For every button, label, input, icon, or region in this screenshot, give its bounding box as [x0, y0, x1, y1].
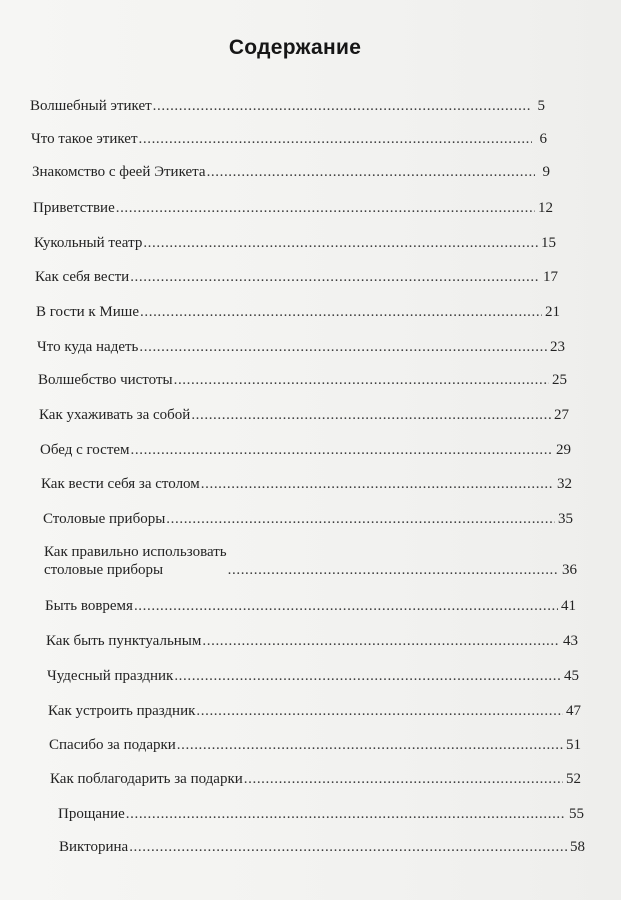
dot-leader [177, 736, 563, 754]
toc-entry-page: 51 [566, 737, 581, 753]
toc-entry [50, 770, 581, 788]
toc-entry-page: 47 [566, 703, 581, 719]
toc-entry [43, 510, 573, 528]
dot-leader [166, 510, 555, 528]
toc-entry-label [44, 543, 227, 579]
toc-entry-page: 29 [556, 442, 571, 458]
toc-entry [58, 805, 584, 823]
toc-entry-label: Спасибо за подарки [49, 737, 176, 753]
dot-leader [139, 130, 532, 148]
toc-entry-label: Быть вовремя [45, 598, 133, 614]
toc-entry [41, 475, 572, 493]
dot-leader [207, 163, 535, 181]
toc-entry-label-line: столовые приборы [44, 562, 164, 578]
toc-entry-label: Что такое этикет [31, 131, 138, 147]
dot-leader [196, 702, 563, 720]
toc-entry [31, 130, 547, 148]
dot-leader [174, 371, 549, 389]
toc-entry-label: Викторина [59, 839, 129, 855]
toc-entry [59, 838, 585, 856]
toc-entry-page: 27 [554, 407, 569, 423]
dot-leader [130, 268, 540, 286]
toc-entry [30, 97, 545, 115]
toc-entry-label-line: Как правильно использовать [44, 544, 227, 560]
toc-entry-label: Как вести себя за столом [41, 476, 200, 492]
toc-entry [44, 543, 577, 579]
toc-entry [35, 268, 558, 286]
toc-entry-page: 52 [566, 771, 581, 787]
toc-entry-page: 5 [537, 98, 545, 114]
toc-entry [36, 303, 560, 321]
toc-entry-page: 23 [550, 339, 565, 355]
dot-leader [201, 475, 554, 493]
dot-leader [174, 667, 561, 685]
toc-entry-label: Как поблагодарить за подарки [50, 771, 243, 787]
toc-entry-page: 12 [538, 200, 553, 216]
dot-leader [244, 770, 563, 788]
contents-title: Содержание [228, 36, 362, 60]
toc-entry [34, 234, 556, 252]
dot-leader [153, 97, 530, 115]
toc-entry [45, 597, 576, 615]
toc-entry [40, 441, 571, 459]
toc-entry-page: 35 [558, 511, 573, 527]
toc-entry-page: 9 [542, 164, 550, 180]
toc-entry-label: Столовые приборы [43, 511, 166, 527]
toc-entry-label: Как устроить праздник [48, 703, 196, 719]
toc-entry-label: Волшебство чистоты [38, 372, 173, 388]
dot-leader [116, 199, 535, 217]
dot-leader [129, 838, 567, 856]
toc-entry-label: Как себя вести [35, 269, 130, 285]
toc-entry-page: 17 [543, 269, 558, 285]
toc-entry-page: 25 [552, 372, 567, 388]
toc-entry [48, 702, 581, 720]
toc-entry-page: 58 [570, 839, 585, 855]
toc-entry [39, 406, 569, 424]
dot-leader [143, 234, 538, 252]
dot-leader [139, 338, 547, 356]
toc-entry-label: Знакомство с феей Этикета [32, 164, 206, 180]
toc-entry-page: 41 [561, 598, 576, 614]
toc-entry-label: Прощание [58, 806, 125, 822]
dot-leader [202, 632, 560, 650]
toc-entry [46, 632, 578, 650]
dot-leader [140, 303, 542, 321]
toc-entry-label: Чудесный праздник [47, 668, 174, 684]
toc-entry-page: 32 [557, 476, 572, 492]
dot-leader [131, 441, 553, 459]
dot-leader [228, 561, 559, 579]
toc-entry-label: Кукольный театр [34, 235, 143, 251]
toc-entry-page: 21 [545, 304, 560, 320]
toc-entry [33, 199, 553, 217]
toc-entry-label: Как быть пунктуальным [46, 633, 202, 649]
toc-entry-page: 6 [539, 131, 547, 147]
toc-entry-page: 15 [541, 235, 556, 251]
dot-leader [134, 597, 558, 615]
toc-entry-label: Как ухаживать за собой [39, 407, 191, 423]
toc-entry [47, 667, 579, 685]
toc-entry-label: Обед с гостем [40, 442, 130, 458]
toc-entry-page: 55 [569, 806, 584, 822]
toc-entry-label: Волшебный этикет [30, 98, 152, 114]
toc-entry-page: 43 [563, 633, 578, 649]
toc-entry [32, 163, 550, 181]
toc-entry-page: 36 [562, 562, 577, 578]
dot-leader [191, 406, 551, 424]
toc-entry [49, 736, 581, 754]
dot-leader [126, 805, 566, 823]
toc-entry-page: 45 [564, 668, 579, 684]
toc-entry-label: Приветствие [33, 200, 115, 216]
toc-entry [38, 371, 567, 389]
toc-entry-label: Что куда надеть [37, 339, 139, 355]
toc-entry [37, 338, 565, 356]
toc-entry-label: В гости к Мише [36, 304, 140, 320]
